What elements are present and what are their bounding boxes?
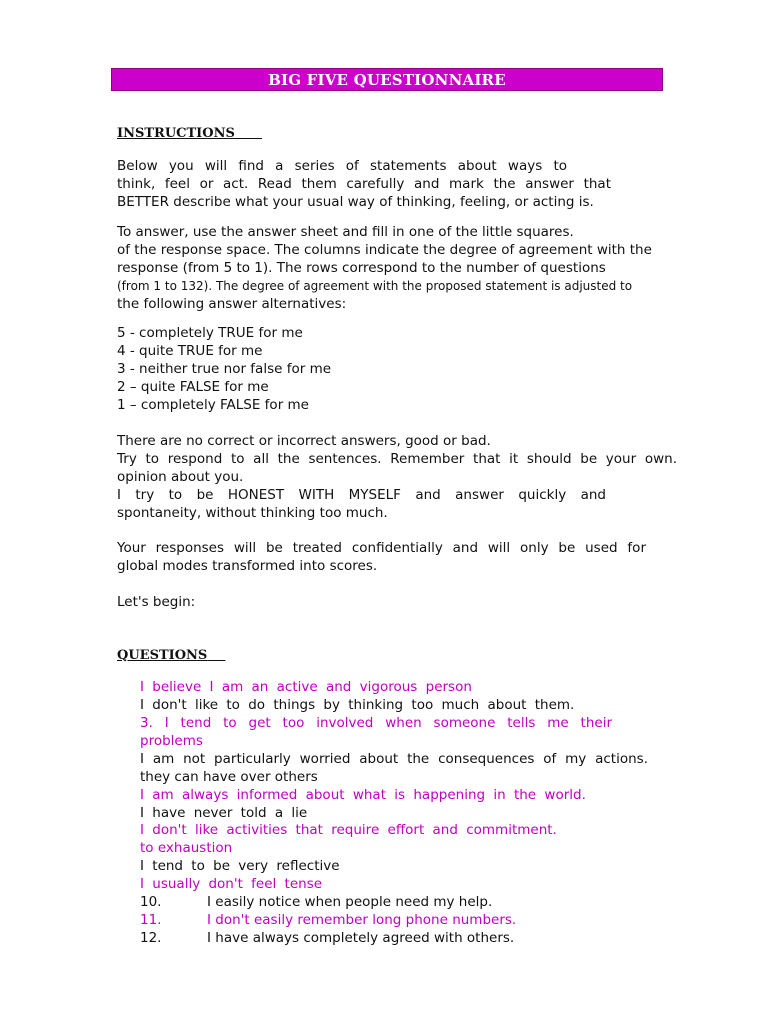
question-12 [140,929,514,947]
question-number: 10. [140,894,162,910]
instructions-p1-line1: Below you will find a series of statements about ways to [117,158,567,174]
question-9: I usually don't feel tense [140,876,323,892]
question-2: I don't like to do things by thinking too much about them. [140,697,575,713]
instructions-heading-text: INSTRUCTIONS [117,126,235,141]
question-6: I have never told a lie [140,805,308,821]
title-banner [111,68,663,91]
instructions-p2-line4: (from 1 to 132). The degree of agreement with the proposed statement is adjusted to [117,279,633,293]
instructions-p1-line3: BETTER describe what your usual way of thinking, feeling, or acting is. [117,194,594,210]
question-7: I don't like activities that require effort and commitment. [140,822,557,838]
question-11 [140,911,516,929]
scale-item-3: 3 - neither true nor false for me [117,361,332,377]
question-text: I don't easily remember long phone numbers. [207,912,517,928]
question-text: I easily notice when people need my help. [207,894,493,910]
question-7-cont: to exhaustion [140,840,233,856]
question-4-cont: they can have over others [140,769,318,785]
scale-item-1: 1 – completely FALSE for me [117,397,309,413]
question-number: 11. [140,912,162,928]
instructions-p3-line2: Try to respond to all the sentences. Remember that it should be your own. [117,451,677,467]
begin-text: Let's begin: [117,594,196,610]
instructions-p2-line5: the following answer alternatives: [117,296,347,312]
question-8: I tend to be very reflective [140,858,340,874]
scale-item-4: 4 - quite TRUE for me [117,343,263,359]
instructions-p1-line2: think, feel or act. Read them carefully and mark the answer that [117,176,611,192]
question-text: I have always completely agreed with others. [207,930,515,946]
document-title: BIG FIVE QUESTIONNAIRE [268,70,506,89]
question-3: 3. I tend to get too involved when someone tells me their [140,715,612,731]
instructions-p3-line5: spontaneity, without thinking too much. [117,505,388,521]
scale-item-2: 2 – quite FALSE for me [117,379,269,395]
instructions-heading [117,126,262,141]
question-3-cont: problems [140,733,203,749]
instructions-p2-line1: To answer, use the answer sheet and fill in one of the little squares. [117,224,574,240]
questions-heading-text: QUESTIONS [117,648,208,663]
question-4: I am not particularly worried about the consequences of my actions. [140,751,648,767]
instructions-p2-line3: response (from 5 to 1). The rows correspond to the number of questions [117,260,606,276]
instructions-p4-line2: global modes transformed into scores. [117,558,378,574]
questions-heading [117,648,225,663]
scale-item-5: 5 - completely TRUE for me [117,325,303,341]
question-5: I am always informed about what is happening in the world. [140,787,586,803]
instructions-p3-line1: There are no correct or incorrect answers, good or bad. [117,433,491,449]
question-number: 12. [140,930,162,946]
instructions-p3-line3: opinion about you. [117,469,244,485]
instructions-p3-line4: I try to be HONEST WITH MYSELF and answer quickly and [117,487,606,503]
instructions-p4-line1: Your responses will be treated confidentially and will only be used for [117,540,646,556]
question-1: I believe I am an active and vigorous person [140,679,472,695]
instructions-p2-line2: of the response space. The columns indicate the degree of agreement with the [117,242,652,258]
question-10 [140,893,492,911]
